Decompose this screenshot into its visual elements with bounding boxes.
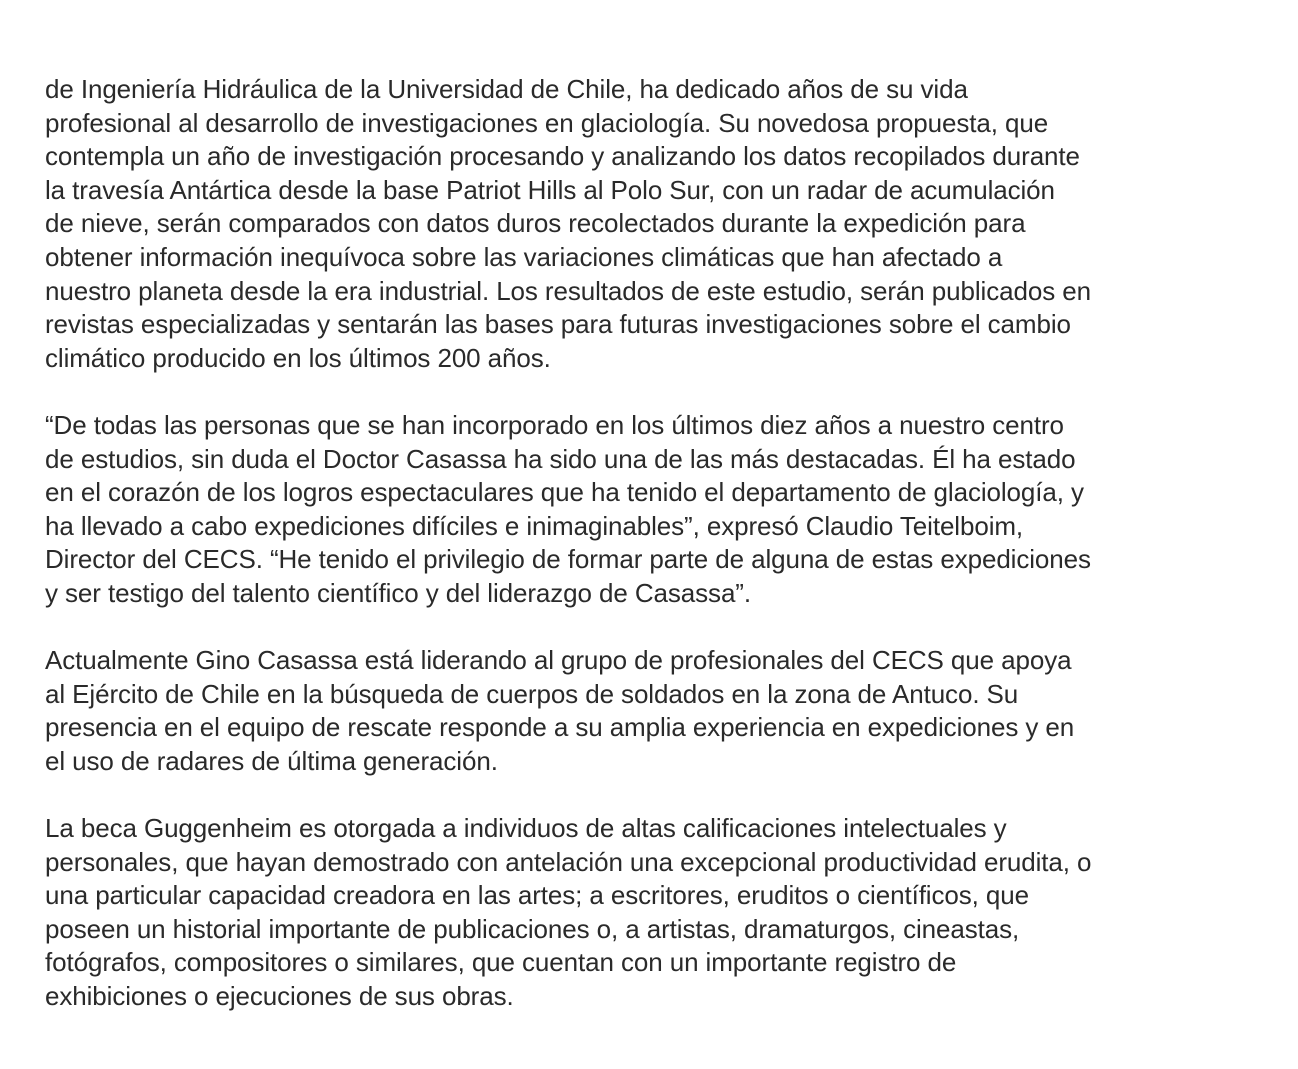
text-line: climático producido en los últimos 200 años. xyxy=(45,342,551,373)
paragraph-antuco-rescue xyxy=(45,644,1255,778)
text-line: y ser testigo del talento científico y del liderazgo de Casassa”. xyxy=(45,577,751,608)
text-line: poseen un historial importante de publicaciones o, a artistas, dramaturgos, cineastas, xyxy=(45,913,1020,944)
text-line: de nieve, serán comparados con datos duros recolectados durante la expedición para xyxy=(45,208,1026,239)
text-line: en el corazón de los logros espectaculares que ha tenido el departamento de glaciología, y xyxy=(45,477,1084,508)
text-line: obtener información inequívoca sobre las variaciones climáticas que han afectado a xyxy=(45,241,1003,272)
text-line: La beca Guggenheim es otorgada a individuos de altas calificaciones intelectuales y xyxy=(45,813,1007,843)
paragraph-guggenheim-fellowship xyxy=(45,812,1255,1014)
text-line: la travesía Antártica desde la base Patriot Hills al Polo Sur, con un radar de acumulación xyxy=(45,174,1055,205)
text-line: el uso de radares de última generación. xyxy=(45,745,498,776)
text-line: fotógrafos, compositores o similares, que cuentan con un importante registro de xyxy=(45,947,957,978)
paragraph-director-quote xyxy=(45,409,1255,611)
text-line: exhibiciones o ejecuciones de sus obras. xyxy=(45,980,514,1011)
text-line: de Ingeniería Hidráulica de la Universidad de Chile, ha dedicado años de su vida xyxy=(45,74,968,104)
text-line: Actualmente Gino Casassa está liderando al grupo de profesionales del CECS que apoya xyxy=(45,645,1072,675)
paragraph-research-proposal xyxy=(45,73,1255,375)
text-line: revistas especializadas y sentarán las bases para futuras investigaciones sobre el cambio xyxy=(45,309,1071,340)
text-line: presencia en el equipo de rescate responde a su amplia experiencia en expediciones y en xyxy=(45,712,1075,743)
text-line: una particular capacidad creadora en las artes; a escritores, eruditos o científicos, que xyxy=(45,880,1029,911)
text-line: contempla un año de investigación procesando y analizando los datos recopilados durante xyxy=(45,141,1080,172)
text-line: nuestro planeta desde la era industrial. Los resultados de este estudio, serán publicados en xyxy=(45,275,1091,306)
text-line: profesional al desarrollo de investigaciones en glaciología. Su novedosa propuesta, que xyxy=(45,107,1049,138)
text-line: ha llevado a cabo expediciones difíciles e inimaginables”, expresó Claudio Teitelboim, xyxy=(45,510,1024,541)
text-line: al Ejército de Chile en la búsqueda de cuerpos de soldados en la zona de Antuco. Su xyxy=(45,678,1019,709)
text-line: personales, que hayan demostrado con antelación una excepcional productividad erudita, o xyxy=(45,846,1092,877)
text-line: “De todas las personas que se han incorporado en los últimos diez años a nuestro centro xyxy=(45,410,1064,440)
text-line: de estudios, sin duda el Doctor Casassa ha sido una de las más destacadas. Él ha estado xyxy=(45,443,1076,474)
text-line: Director del CECS. “He tenido el privilegio de formar parte de alguna de estas expediciones xyxy=(45,544,1091,575)
